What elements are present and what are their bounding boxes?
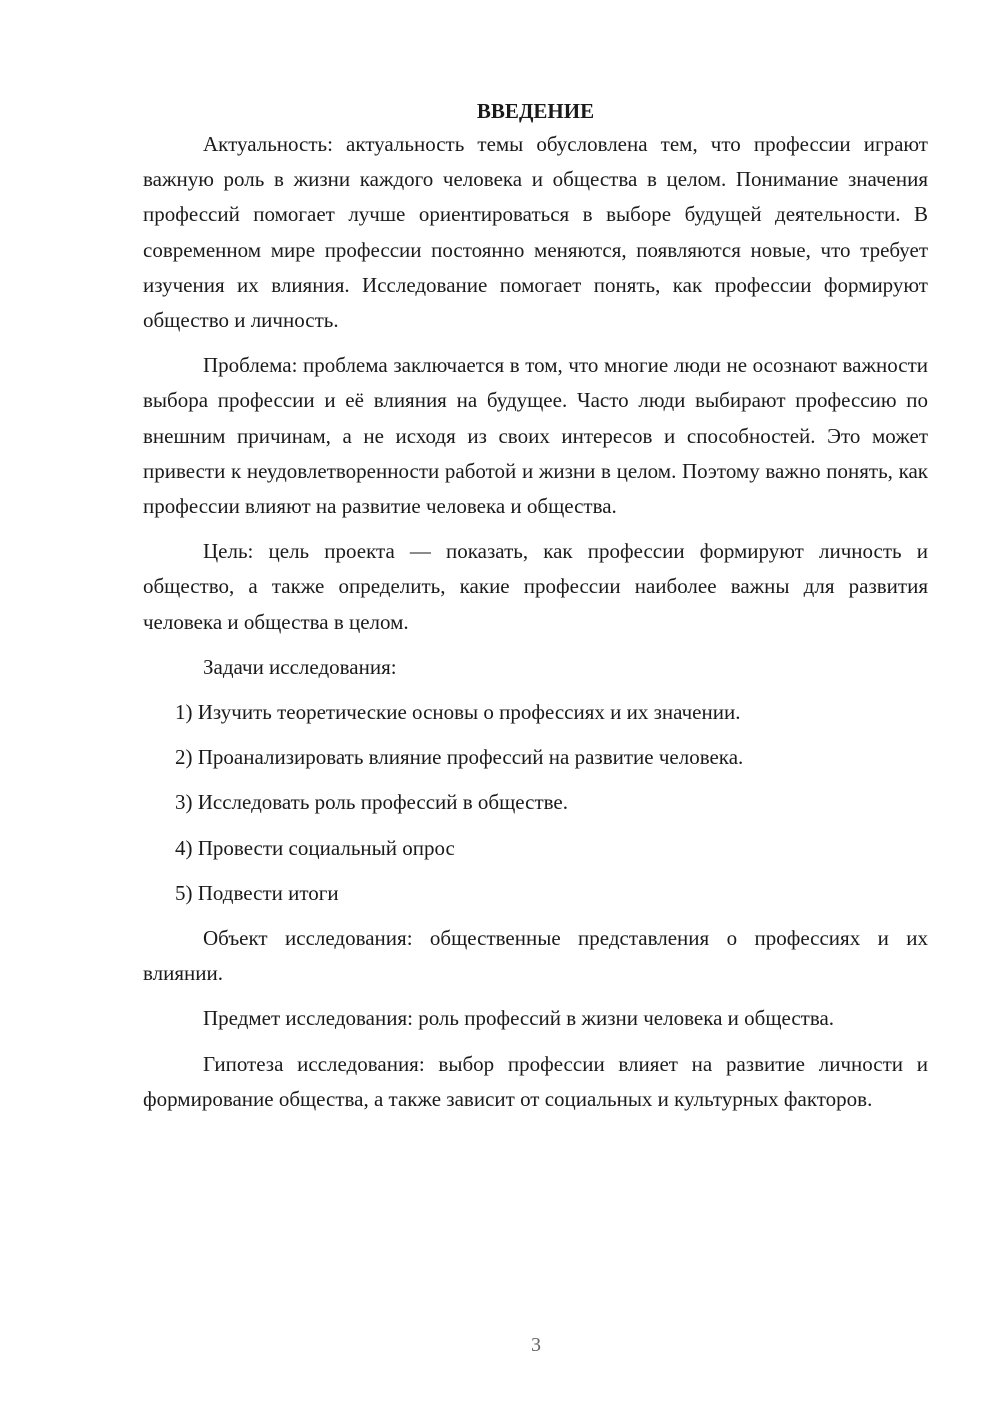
list-item: 2) Проанализировать влияние профессий на развитие человека. <box>175 745 744 770</box>
relevance-paragraph: Актуальность: актуальность темы обусловлена тем, что профессии играют важную роль в жизни каждого человека и общества в целом. Понимание значения профессий помогает лучше ориентироваться в выборе будущей деятельности. В современном мире профессии постоянно меняются, появляются новые, что требует изучения их влияния. Исследование помогает понять, как профессии формируют общество и личность. <box>143 132 928 333</box>
problem-paragraph: Проблема: проблема заключается в том, что многие люди не осознают важности выбора профессии и её влияния на будущее. Часто люди выбирают профессию по внешним причинам, а не исходя из своих интересов и способностей. Это может привести к неудовлетворенности работой и жизни в целом. Поэтому важно понять, как профессии влияют на развитие человека и общества. <box>143 353 928 519</box>
page-title: ВВЕДЕНИЕ <box>476 99 595 123</box>
page-number: 3 <box>531 1334 541 1356</box>
hypothesis-paragraph: Гипотеза исследования: выбор профессии влияет на развитие личности и формирование общества, а также зависит от социальных и культурных факторов. <box>143 1051 928 1111</box>
object-paragraph: Объект исследования: общественные представления о профессиях и их влиянии. <box>143 926 928 986</box>
tasks-list <box>143 695 928 911</box>
document-page <box>143 96 928 1127</box>
subject-paragraph: Предмет исследования: роль профессий в жизни человека и общества. <box>203 1006 835 1031</box>
goal-paragraph: Цель: цель проекта — показать, как профессии формируют личность и общество, а также определить, какие профессии наиболее важны для развития человека и общества в целом. <box>143 539 928 634</box>
list-item: 3) Исследовать роль профессий в обществе. <box>175 790 568 815</box>
list-item: 5) Подвести итоги <box>175 880 339 905</box>
list-item: 4) Провести социальный опрос <box>175 835 455 860</box>
tasks-heading: Задачи исследования: <box>203 654 397 679</box>
list-item: 1) Изучить теоретические основы о профессиях и их значении. <box>175 700 741 725</box>
